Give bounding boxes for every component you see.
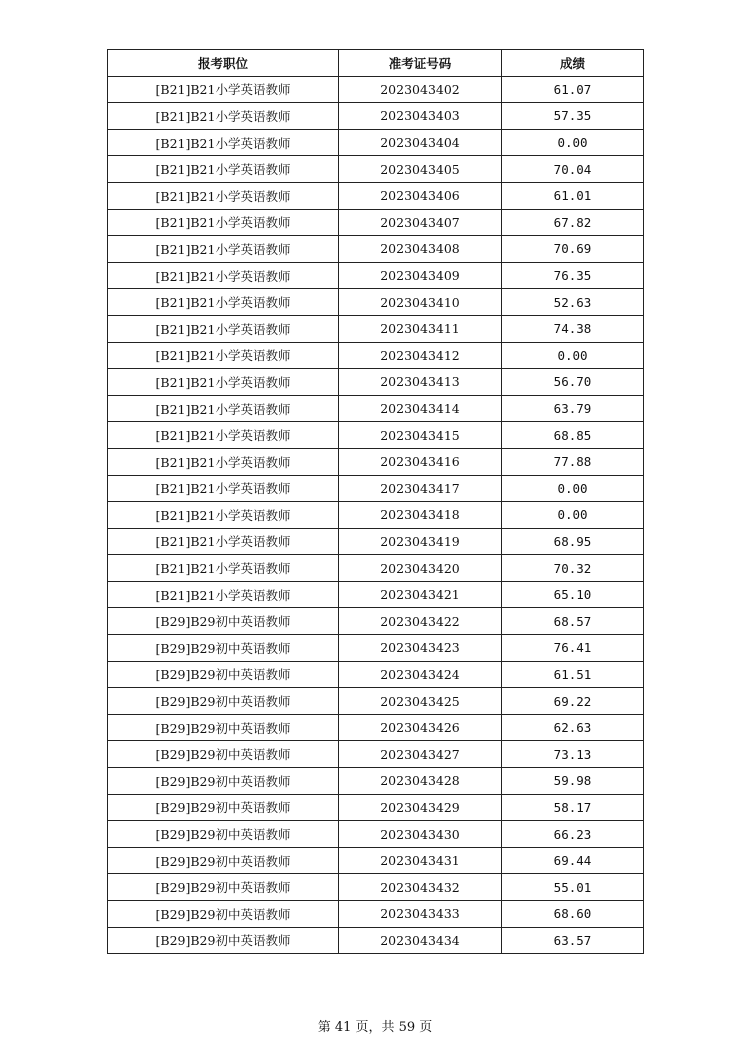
score-cell: 69.44 xyxy=(502,847,644,874)
ticket-number-cell: 2023043411 xyxy=(339,315,502,342)
score-cell: 67.82 xyxy=(502,209,644,236)
ticket-number-cell: 2023043413 xyxy=(339,369,502,396)
ticket-number-cell: 2023043406 xyxy=(339,182,502,209)
position-cell: [B21]B21小学英语教师 xyxy=(108,182,339,209)
ticket-number-cell: 2023043423 xyxy=(339,635,502,662)
header-position: 报考职位 xyxy=(108,50,339,77)
ticket-number-cell: 2023043408 xyxy=(339,236,502,263)
position-cell: [B21]B21小学英语教师 xyxy=(108,262,339,289)
ticket-number-cell: 2023043426 xyxy=(339,714,502,741)
score-cell: 56.70 xyxy=(502,369,644,396)
score-cell: 57.35 xyxy=(502,103,644,130)
table-row xyxy=(108,209,644,236)
table-row xyxy=(108,475,644,502)
score-cell: 73.13 xyxy=(502,741,644,768)
table-row xyxy=(108,342,644,369)
header-ticket-number: 准考证号码 xyxy=(339,50,502,77)
position-cell: [B29]B29初中英语教师 xyxy=(108,901,339,928)
table-row xyxy=(108,262,644,289)
ticket-number-cell: 2023043407 xyxy=(339,209,502,236)
score-table xyxy=(107,49,644,954)
table-row xyxy=(108,76,644,103)
score-cell: 70.69 xyxy=(502,236,644,263)
table-row xyxy=(108,448,644,475)
table-row xyxy=(108,741,644,768)
table-row xyxy=(108,502,644,529)
table-row xyxy=(108,714,644,741)
ticket-number-cell: 2023043405 xyxy=(339,156,502,183)
position-cell: [B21]B21小学英语教师 xyxy=(108,156,339,183)
table-row xyxy=(108,901,644,928)
score-cell: 62.63 xyxy=(502,714,644,741)
position-cell: [B29]B29初中英语教师 xyxy=(108,821,339,848)
page-footer: 第 41 页，共 59 页 xyxy=(317,1020,433,1035)
position-cell: [B29]B29初中英语教师 xyxy=(108,794,339,821)
table-row xyxy=(108,236,644,263)
table-row xyxy=(108,635,644,662)
score-cell: 70.04 xyxy=(502,156,644,183)
position-cell: [B21]B21小学英语教师 xyxy=(108,502,339,529)
ticket-number-cell: 2023043404 xyxy=(339,129,502,156)
ticket-number-cell: 2023043431 xyxy=(339,847,502,874)
ticket-number-cell: 2023043427 xyxy=(339,741,502,768)
ticket-number-cell: 2023043402 xyxy=(339,76,502,103)
ticket-number-cell: 2023043416 xyxy=(339,448,502,475)
table-row xyxy=(108,182,644,209)
position-cell: [B21]B21小学英语教师 xyxy=(108,342,339,369)
position-cell: [B21]B21小学英语教师 xyxy=(108,369,339,396)
ticket-number-cell: 2023043417 xyxy=(339,475,502,502)
score-cell: 61.51 xyxy=(502,661,644,688)
ticket-number-cell: 2023043403 xyxy=(339,103,502,130)
ticket-number-cell: 2023043418 xyxy=(339,502,502,529)
ticket-number-cell: 2023043434 xyxy=(339,927,502,954)
position-cell: [B21]B21小学英语教师 xyxy=(108,475,339,502)
score-cell: 66.23 xyxy=(502,821,644,848)
score-cell: 76.41 xyxy=(502,635,644,662)
table-row xyxy=(108,768,644,795)
position-cell: [B21]B21小学英语教师 xyxy=(108,528,339,555)
ticket-number-cell: 2023043432 xyxy=(339,874,502,901)
position-cell: [B21]B21小学英语教师 xyxy=(108,129,339,156)
position-cell: [B21]B21小学英语教师 xyxy=(108,76,339,103)
score-cell: 68.60 xyxy=(502,901,644,928)
score-cell: 77.88 xyxy=(502,448,644,475)
ticket-number-cell: 2023043409 xyxy=(339,262,502,289)
table-row xyxy=(108,315,644,342)
table-row xyxy=(108,555,644,582)
score-cell: 63.79 xyxy=(502,395,644,422)
score-cell: 74.38 xyxy=(502,315,644,342)
position-cell: [B21]B21小学英语教师 xyxy=(108,555,339,582)
ticket-number-cell: 2023043433 xyxy=(339,901,502,928)
score-cell: 61.01 xyxy=(502,182,644,209)
position-cell: [B21]B21小学英语教师 xyxy=(108,581,339,608)
position-cell: [B29]B29初中英语教师 xyxy=(108,661,339,688)
ticket-number-cell: 2023043429 xyxy=(339,794,502,821)
table-row xyxy=(108,794,644,821)
table-row xyxy=(108,103,644,130)
score-cell: 70.32 xyxy=(502,555,644,582)
score-cell: 55.01 xyxy=(502,874,644,901)
position-cell: [B29]B29初中英语教师 xyxy=(108,714,339,741)
table-row xyxy=(108,156,644,183)
table-row xyxy=(108,581,644,608)
position-cell: [B21]B21小学英语教师 xyxy=(108,289,339,316)
score-cell: 0.00 xyxy=(502,129,644,156)
ticket-number-cell: 2023043428 xyxy=(339,768,502,795)
table-row xyxy=(108,661,644,688)
score-cell: 69.22 xyxy=(502,688,644,715)
position-cell: [B29]B29初中英语教师 xyxy=(108,635,339,662)
ticket-number-cell: 2023043421 xyxy=(339,581,502,608)
position-cell: [B21]B21小学英语教师 xyxy=(108,103,339,130)
score-cell: 63.57 xyxy=(502,927,644,954)
score-cell: 52.63 xyxy=(502,289,644,316)
score-cell: 0.00 xyxy=(502,502,644,529)
position-cell: [B29]B29初中英语教师 xyxy=(108,608,339,635)
position-cell: [B21]B21小学英语教师 xyxy=(108,448,339,475)
score-cell: 58.17 xyxy=(502,794,644,821)
table-row xyxy=(108,821,644,848)
score-cell: 0.00 xyxy=(502,475,644,502)
position-cell: [B29]B29初中英语教师 xyxy=(108,874,339,901)
ticket-number-cell: 2023043414 xyxy=(339,395,502,422)
score-cell: 61.07 xyxy=(502,76,644,103)
table-row xyxy=(108,395,644,422)
position-cell: [B29]B29初中英语教师 xyxy=(108,741,339,768)
ticket-number-cell: 2023043412 xyxy=(339,342,502,369)
ticket-number-cell: 2023043410 xyxy=(339,289,502,316)
table-row xyxy=(108,129,644,156)
table-row xyxy=(108,422,644,449)
header-score: 成绩 xyxy=(502,50,644,77)
ticket-number-cell: 2023043419 xyxy=(339,528,502,555)
table-row xyxy=(108,847,644,874)
position-cell: [B21]B21小学英语教师 xyxy=(108,395,339,422)
ticket-number-cell: 2023043420 xyxy=(339,555,502,582)
score-cell: 76.35 xyxy=(502,262,644,289)
ticket-number-cell: 2023043422 xyxy=(339,608,502,635)
score-cell: 68.57 xyxy=(502,608,644,635)
position-cell: [B21]B21小学英语教师 xyxy=(108,236,339,263)
position-cell: [B29]B29初中英语教师 xyxy=(108,768,339,795)
table-row xyxy=(108,528,644,555)
table-row xyxy=(108,369,644,396)
position-cell: [B29]B29初中英语教师 xyxy=(108,847,339,874)
table-row xyxy=(108,874,644,901)
table-row xyxy=(108,608,644,635)
ticket-number-cell: 2023043415 xyxy=(339,422,502,449)
position-cell: [B21]B21小学英语教师 xyxy=(108,422,339,449)
ticket-number-cell: 2023043430 xyxy=(339,821,502,848)
ticket-number-cell: 2023043425 xyxy=(339,688,502,715)
table-row xyxy=(108,927,644,954)
position-cell: [B21]B21小学英语教师 xyxy=(108,209,339,236)
position-cell: [B21]B21小学英语教师 xyxy=(108,315,339,342)
table-row xyxy=(108,688,644,715)
position-cell: [B29]B29初中英语教师 xyxy=(108,927,339,954)
score-cell: 68.85 xyxy=(502,422,644,449)
table-header-row xyxy=(108,50,644,77)
score-cell: 68.95 xyxy=(502,528,644,555)
ticket-number-cell: 2023043424 xyxy=(339,661,502,688)
score-cell: 0.00 xyxy=(502,342,644,369)
position-cell: [B29]B29初中英语教师 xyxy=(108,688,339,715)
score-cell: 59.98 xyxy=(502,768,644,795)
score-cell: 65.10 xyxy=(502,581,644,608)
table-row xyxy=(108,289,644,316)
